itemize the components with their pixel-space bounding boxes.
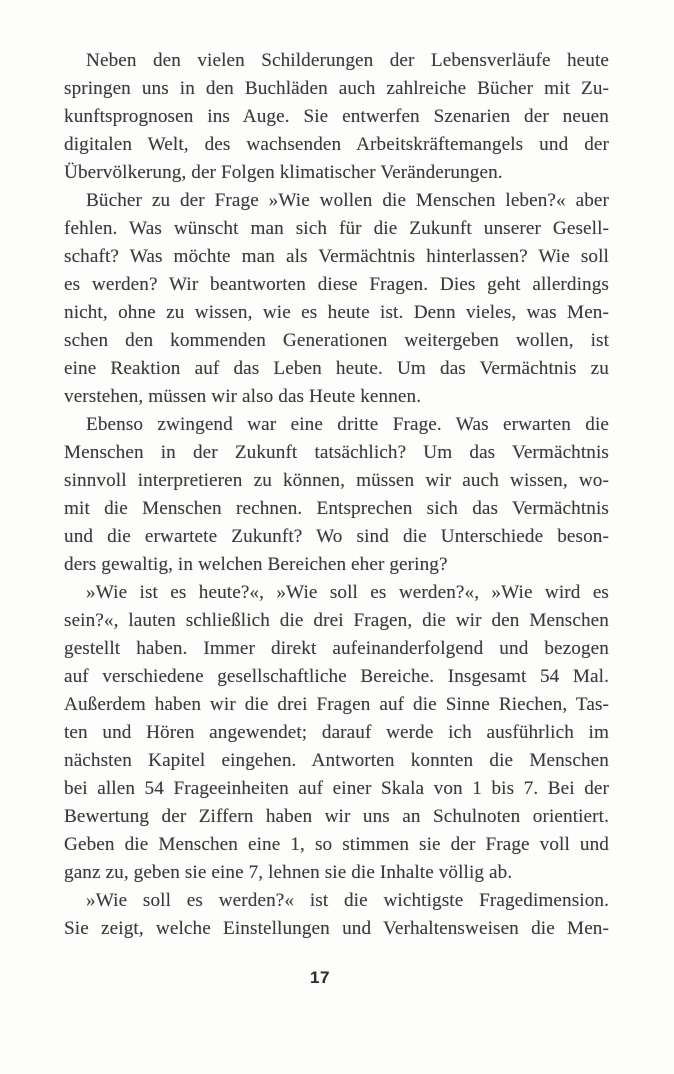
text-line: kunftsprognosen ins Auge. Sie entwerfen Szenarien der neuen — [64, 106, 609, 127]
paragraph — [64, 887, 609, 943]
text-line: »Wie ist es heute?«, »Wie soll es werden?«, »Wie wird es — [86, 582, 609, 603]
text-line: fehlen. Was wünscht man sich für die Zukunft unserer Gesell- — [64, 218, 609, 239]
text-line: »Wie soll es werden?« ist die wichtigste Fragedimension. — [86, 890, 609, 911]
text-line: Ebenso zwingend war eine dritte Frage. Was erwarten die — [86, 414, 609, 435]
text-line: ten und Hören angewendet; darauf werde ich ausführlich im — [64, 722, 609, 743]
text-line: schen den kommenden Generationen weitergeben wollen, ist — [64, 330, 609, 351]
text-line: gestellt haben. Immer direkt aufeinanderfolgend und bezogen — [64, 638, 609, 659]
text-line: Übervölkerung, der Folgen klimatischer Veränderungen. — [64, 162, 503, 183]
text-line: schaft? Was möchte man als Vermächtnis hinterlassen? Wie soll — [64, 246, 609, 267]
paragraph — [64, 411, 609, 579]
paragraph — [64, 47, 609, 187]
text-line: es werden? Wir beantworten diese Fragen. Dies geht allerdings — [64, 274, 609, 295]
text-line: Sie zeigt, welche Einstellungen und Verhaltensweisen die Men- — [64, 918, 609, 939]
page-number: 17 — [310, 968, 330, 987]
text-line: Menschen in der Zukunft tatsächlich? Um das Vermächtnis — [64, 442, 609, 463]
text-line: nächsten Kapitel eingehen. Antworten konnten die Menschen — [64, 750, 609, 771]
paragraph — [64, 579, 609, 887]
text-line: digitalen Welt, des wachsenden Arbeitskräftemangels und der — [64, 134, 609, 155]
text-line: verstehen, müssen wir also das Heute kennen. — [64, 386, 422, 407]
text-line: Bewertung der Ziffern haben wir uns an Schulnoten orientiert. — [64, 806, 609, 827]
text-line: eine Reaktion auf das Leben heute. Um das Vermächtnis zu — [64, 358, 609, 379]
text-line: auf verschiedene gesellschaftliche Bereiche. Insgesamt 54 Mal. — [64, 666, 609, 687]
text-line: ders gewaltig, in welchen Bereichen eher gering? — [64, 554, 448, 575]
text-line: springen uns in den Buchläden auch zahlreiche Bücher mit Zu- — [64, 78, 609, 99]
text-line: ganz zu, geben sie eine 7, lehnen sie die Inhalte völlig ab. — [64, 862, 513, 883]
text-line: mit die Menschen rechnen. Entsprechen sich das Vermächtnis — [64, 498, 609, 519]
page-text — [64, 47, 609, 943]
text-line: Außerdem haben wir die drei Fragen auf die Sinne Riechen, Tas- — [64, 694, 609, 715]
text-line: Neben den vielen Schilderungen der Lebensverläufe heute — [86, 50, 609, 71]
text-line: sein?«, lauten schließlich die drei Fragen, die wir den Menschen — [64, 610, 609, 631]
text-line: sinnvoll interpretieren zu können, müssen wir auch wissen, wo- — [64, 470, 609, 491]
text-line: Geben die Menschen eine 1, so stimmen sie der Frage voll und — [64, 834, 609, 855]
text-line: bei allen 54 Frageeinheiten auf einer Skala von 1 bis 7. Bei der — [64, 778, 609, 799]
text-line: nicht, ohne zu wissen, wie es heute ist. Denn vieles, was Men- — [64, 302, 609, 323]
paragraph — [64, 187, 609, 411]
text-line: Bücher zu der Frage »Wie wollen die Menschen leben?« aber — [86, 190, 609, 211]
text-line: und die erwartete Zukunft? Wo sind die Unterschiede beson- — [64, 526, 609, 547]
